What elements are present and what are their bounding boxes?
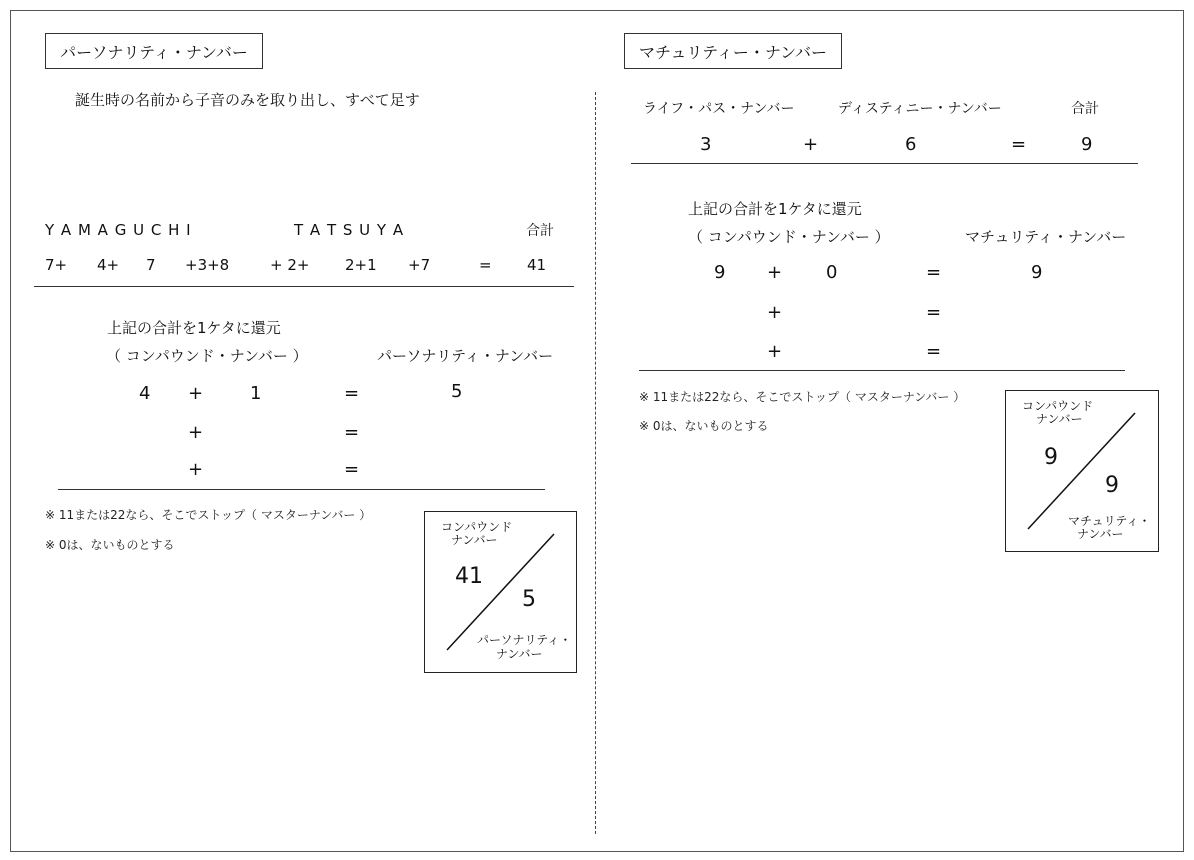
diagram-top-label-1: コンパウンド bbox=[441, 520, 513, 534]
name-last: T A T S U Y A bbox=[294, 221, 405, 239]
personality-title: パーソナリティ・ナンバー bbox=[45, 33, 263, 69]
diagram-bottom-value: 9 bbox=[1105, 473, 1119, 498]
calc-item-1: 7+ bbox=[45, 256, 68, 274]
name-first: Y A M A G U C H I bbox=[45, 221, 192, 239]
row1-op: + bbox=[188, 383, 204, 404]
row2-op: + bbox=[767, 302, 783, 323]
row2-eq: = bbox=[926, 302, 942, 323]
diagram-top-value: 9 bbox=[1044, 445, 1058, 470]
calc-item-4: +3+8 bbox=[185, 256, 230, 274]
calc-item-7: +7 bbox=[408, 256, 431, 274]
maturity-title: マチュリティー・ナンバー bbox=[624, 33, 842, 69]
calc-op: + bbox=[803, 134, 819, 155]
row3-eq: = bbox=[926, 341, 942, 362]
calc-total: 41 bbox=[527, 256, 547, 274]
diagram-top-label-2: ナンバー bbox=[451, 533, 498, 547]
instruction-text: 誕生時の名前から子音のみを取り出し、すべて足す bbox=[75, 91, 420, 109]
center-divider bbox=[595, 92, 596, 834]
personality-diagram bbox=[424, 511, 577, 673]
calc-item-3: 7 bbox=[146, 256, 156, 274]
calc-total: 9 bbox=[1081, 134, 1093, 155]
row3-op: + bbox=[767, 341, 783, 362]
row1-b: 0 bbox=[826, 262, 838, 283]
diagram-top-label-1: コンパウンド bbox=[1022, 399, 1094, 413]
row1-result: 5 bbox=[451, 381, 463, 402]
header-rule bbox=[631, 163, 1138, 164]
row1-op: + bbox=[767, 262, 783, 283]
compound-label: （ コンパウンド・ナンバー ） bbox=[106, 347, 308, 365]
row3-op: + bbox=[188, 459, 204, 480]
header-total-label: 合計 bbox=[1071, 101, 1099, 117]
row1-result: 9 bbox=[1031, 262, 1043, 283]
note-master: ※ 11または22なら、そこでストップ（ マスターナンバー ） bbox=[639, 390, 966, 404]
row1-eq: = bbox=[344, 383, 360, 404]
result-label: マチュリティ・ナンバー bbox=[965, 228, 1127, 246]
note-zero: ※ 0は、ないものとする bbox=[639, 419, 769, 433]
life-path-label: ライフ・パス・ナンバー bbox=[643, 101, 795, 117]
row2-eq: = bbox=[344, 422, 360, 443]
reduce-rule bbox=[58, 489, 545, 490]
row1-a: 4 bbox=[139, 383, 151, 404]
total-label: 合計 bbox=[526, 223, 554, 239]
row1-b: 1 bbox=[250, 383, 262, 404]
row1-eq: = bbox=[926, 262, 942, 283]
note-master: ※ 11または22なら、そこでストップ（ マスターナンバー ） bbox=[45, 508, 372, 522]
compound-label: （ コンパウンド・ナンバー ） bbox=[688, 228, 890, 246]
diagram-bottom-value: 5 bbox=[522, 587, 536, 612]
calc-item-6: 2+1 bbox=[345, 256, 377, 274]
row2-op: + bbox=[188, 422, 204, 443]
diagram-bottom-label-1: マチュリティ・ bbox=[1068, 514, 1151, 528]
calc-item-2: 4+ bbox=[97, 256, 120, 274]
calc-b: 6 bbox=[905, 134, 917, 155]
result-label: パーソナリティ・ナンバー bbox=[377, 347, 554, 365]
note-zero: ※ 0は、ないものとする bbox=[45, 538, 175, 552]
reduce-title: 上記の合計を1ケタに還元 bbox=[107, 319, 281, 337]
maturity-diagram bbox=[1005, 390, 1159, 552]
calc-item-5: + 2+ bbox=[270, 256, 310, 274]
row3-eq: = bbox=[344, 459, 360, 480]
diagram-bottom-label-2: ナンバー bbox=[1077, 527, 1124, 541]
diagram-bottom-label-2: ナンバー bbox=[496, 647, 543, 661]
calc-equals: = bbox=[479, 256, 492, 274]
calc-eq: = bbox=[1011, 134, 1027, 155]
destiny-label: ディスティニー・ナンバー bbox=[838, 101, 1002, 117]
reduce-rule bbox=[639, 370, 1125, 371]
diagram-top-label-2: ナンバー bbox=[1036, 412, 1083, 426]
calc-a: 3 bbox=[700, 134, 712, 155]
reduce-title: 上記の合計を1ケタに還元 bbox=[688, 200, 862, 218]
diagram-bottom-label-1: パーソナリティ・ bbox=[477, 633, 572, 647]
name-rule bbox=[34, 286, 574, 287]
diagram-top-value: 41 bbox=[455, 564, 483, 589]
row1-a: 9 bbox=[714, 262, 726, 283]
